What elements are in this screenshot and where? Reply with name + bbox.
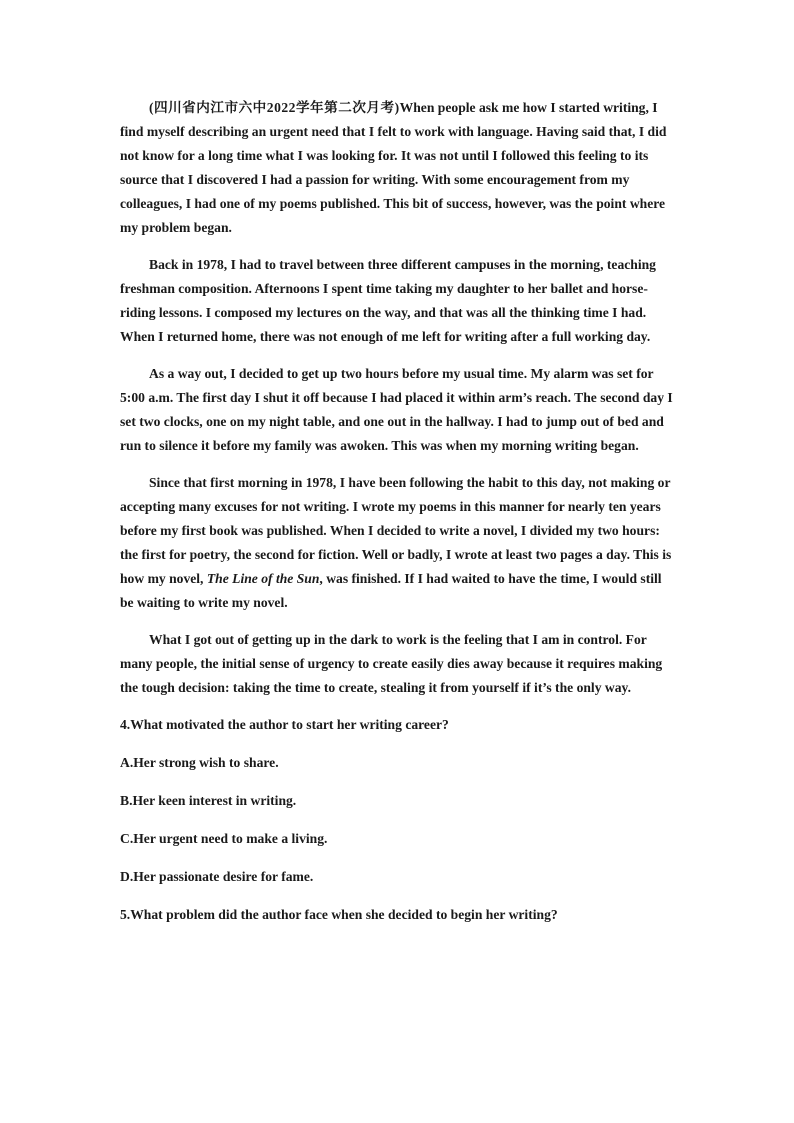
novel-title: The Line of the Sun [206, 571, 320, 586]
passage-paragraph-1 [120, 96, 676, 240]
paragraph-1-text: When people ask me how I started writing, I find myself describing an urgent need that I felt to work with language. Having said that, I did not know for a long time what I was looking for. It was not until I followed this feeling to its source that I discovered I had a passion for writing. With some encouragement from my colleagues, I had one of my poems published. This bit of success, however, was the point where my problem began. [120, 100, 667, 235]
passage-paragraph-2: Back in 1978, I had to travel between three different campuses in the morning, teaching freshman composition. Afternoons I spent time taking my daughter to her ballet and horse-riding lessons. I composed my lectures on the way, and that was all the thinking time I had. When I returned home, there was not enough of me left for writing after a full working day. [120, 257, 656, 344]
passage-paragraph-5: What I got out of getting up in the dark to work is the feeling that I am in control. For many people, the initial sense of urgency to create easily dies away because it requires making the tough decision: taking the time to create, stealing it from yourself if it’s the only way. [120, 632, 663, 695]
question-4-option-b: B.Her keen interest in writing. [120, 793, 297, 808]
question-4-option-a: A.Her strong wish to share. [120, 755, 279, 770]
question-4-option-d: D.Her passionate desire for fame. [120, 869, 314, 884]
passage-paragraph-3: As a way out, I decided to get up two hours before my usual time. My alarm was set for 5:00 a.m. The first day I shut it off because I had placed it within arm’s reach. The second day I set two clocks, one on my night table, and one out in the hallway. I had to jump out of bed and run to silence it before my family was awoken. This was when my morning writing began. [120, 366, 673, 453]
paragraph-4-text-before: Since that first morning in 1978, I have been following the habit to this day, not making or accepting many excuses for not writing. I wrote my poems in this manner for nearly ten years before my first book was published. When I decided to write a novel, I divided my two hours: the first for poetry, the second for fiction. Well or badly, I wrote at least two pages a day. This is how my novel, [120, 475, 672, 586]
paragraph-4-text-after: , was finished. If I had waited to have the time, I would still be waiting to write my novel. [120, 571, 662, 610]
document-page [120, 96, 676, 941]
source-label: (四川省内江市六中2022学年第二次月考) [149, 100, 400, 115]
question-4-option-c: C.Her urgent need to make a living. [120, 831, 328, 846]
question-4: 4.What motivated the author to start her writing career? [120, 717, 449, 732]
passage-paragraph-4 [120, 471, 676, 615]
question-5: 5.What problem did the author face when she decided to begin her writing? [120, 907, 558, 922]
